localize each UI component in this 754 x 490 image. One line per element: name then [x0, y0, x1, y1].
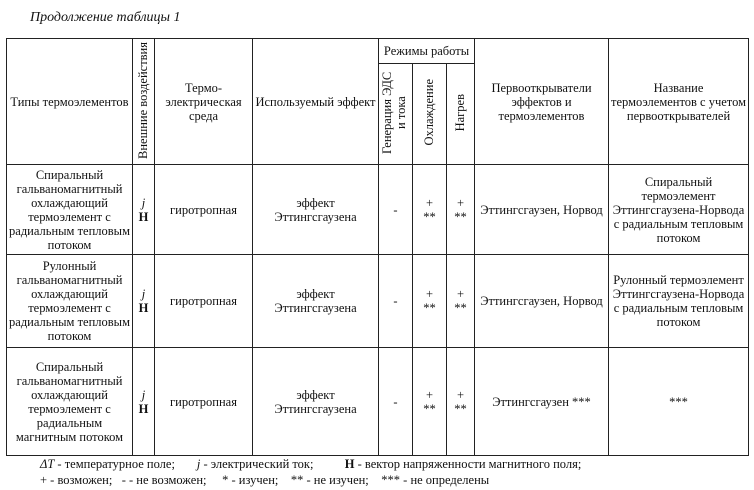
cell-medium: гиротропная [155, 348, 253, 456]
dt-symbol: ΔT [40, 457, 55, 471]
header-external [133, 39, 155, 165]
header-generation-label: Генерация ЭДС и тока [380, 71, 408, 154]
table-caption: Продолжение таблицы 1 [30, 10, 181, 25]
cell-heating [447, 255, 475, 348]
header-row [7, 39, 749, 64]
header-discoverers: Первооткрыватели эффектов и термоэлементов [475, 39, 609, 165]
cooling-status: ** [423, 301, 436, 315]
cell-cooling [413, 348, 447, 456]
cell-external [133, 348, 155, 456]
cell-type: Спиральный гальваномагнитный охлаждающий термоэлемент с радиальным тепловым потоком [7, 165, 133, 255]
cell-effect: эффект Эттингсгаузена [253, 165, 379, 255]
header-types: Типы термоэлементов [7, 39, 133, 165]
heating-status: ** [454, 401, 467, 416]
cooling-possible: + [425, 287, 434, 301]
table-row [7, 165, 749, 255]
header-cooling [413, 64, 447, 165]
cooling-possible: + [425, 387, 434, 402]
thermoelement-table [6, 38, 749, 456]
h-text: - вектор напряженности магнитного поля; [354, 457, 582, 471]
cell-generation: - [379, 165, 413, 255]
heating-status: ** [454, 209, 467, 224]
header-cooling-label: Охлаждение [421, 79, 436, 146]
heating-possible: + [456, 287, 465, 301]
cell-heating [447, 348, 475, 456]
cell-type: Спиральный гальваномагнитный охлаждающий термоэлемент с радиальным магнитным потоком [7, 348, 133, 456]
current-symbol: j [141, 387, 146, 402]
cell-medium: гиротропная [155, 255, 253, 348]
cell-name: Спиральный термоэлемент Эттингсгаузена-Норвода с радиальным тепловым потоком [609, 165, 749, 255]
table-row [7, 255, 749, 348]
notes-line-2: + - возможен; - - не возможен; * - изучен; ** - не изучен; *** - не определены [40, 473, 490, 487]
header-modes: Режимы работы [379, 39, 475, 64]
current-symbol: j [141, 195, 146, 210]
table-row [7, 348, 749, 456]
h-symbol: H [344, 457, 355, 471]
notes-line-1 [40, 456, 581, 472]
cell-medium: гиротропная [155, 165, 253, 255]
cell-generation: - [379, 255, 413, 348]
current-symbol: j [141, 287, 146, 301]
cooling-status: ** [423, 401, 436, 416]
header-medium: Термо-электрическая среда [155, 39, 253, 165]
j-symbol: j [196, 457, 201, 471]
cell-discoverers: Эттингсгаузен, Норвод [475, 255, 609, 348]
cell-external [133, 255, 155, 348]
table-notes [40, 456, 581, 488]
header-effect: Используемый эффект [253, 39, 379, 165]
heating-possible: + [456, 195, 465, 210]
j-text: - электрический ток; [200, 457, 345, 471]
cell-discoverers: Эттингсгаузен, Норвод [475, 165, 609, 255]
cell-external [133, 165, 155, 255]
cell-cooling [413, 165, 447, 255]
cell-generation: - [379, 348, 413, 456]
header-generation [379, 64, 413, 165]
cell-discoverers: Эттингсгаузен *** [475, 348, 609, 456]
cooling-status: ** [423, 209, 436, 224]
field-symbol: H [138, 301, 149, 315]
heating-possible: + [456, 387, 465, 402]
cooling-possible: + [425, 195, 434, 210]
dt-text: - температурное поле; [54, 457, 197, 471]
cell-type: Рулонный гальваномагнитный охлаждающий термоэлемент с радиальным тепловым потоком [7, 255, 133, 348]
header-heating [447, 64, 475, 165]
header-name: Название термоэлементов с учетом первооткрывателей [609, 39, 749, 165]
cell-heating [447, 165, 475, 255]
cell-name: Рулонный термоэлемент Эттингсгаузена-Норвода с радиальным тепловым потоком [609, 255, 749, 348]
field-symbol: H [138, 401, 149, 416]
cell-cooling [413, 255, 447, 348]
cell-effect: эффект Эттингсгаузена [253, 348, 379, 456]
cell-effect: эффект Эттингсгаузена [253, 255, 379, 348]
field-symbol: H [138, 209, 149, 224]
header-external-label: Внешние воздействия [135, 41, 150, 159]
header-heating-label: Нагрев [452, 93, 467, 132]
heating-status: ** [454, 301, 467, 315]
cell-name: *** [609, 348, 749, 456]
